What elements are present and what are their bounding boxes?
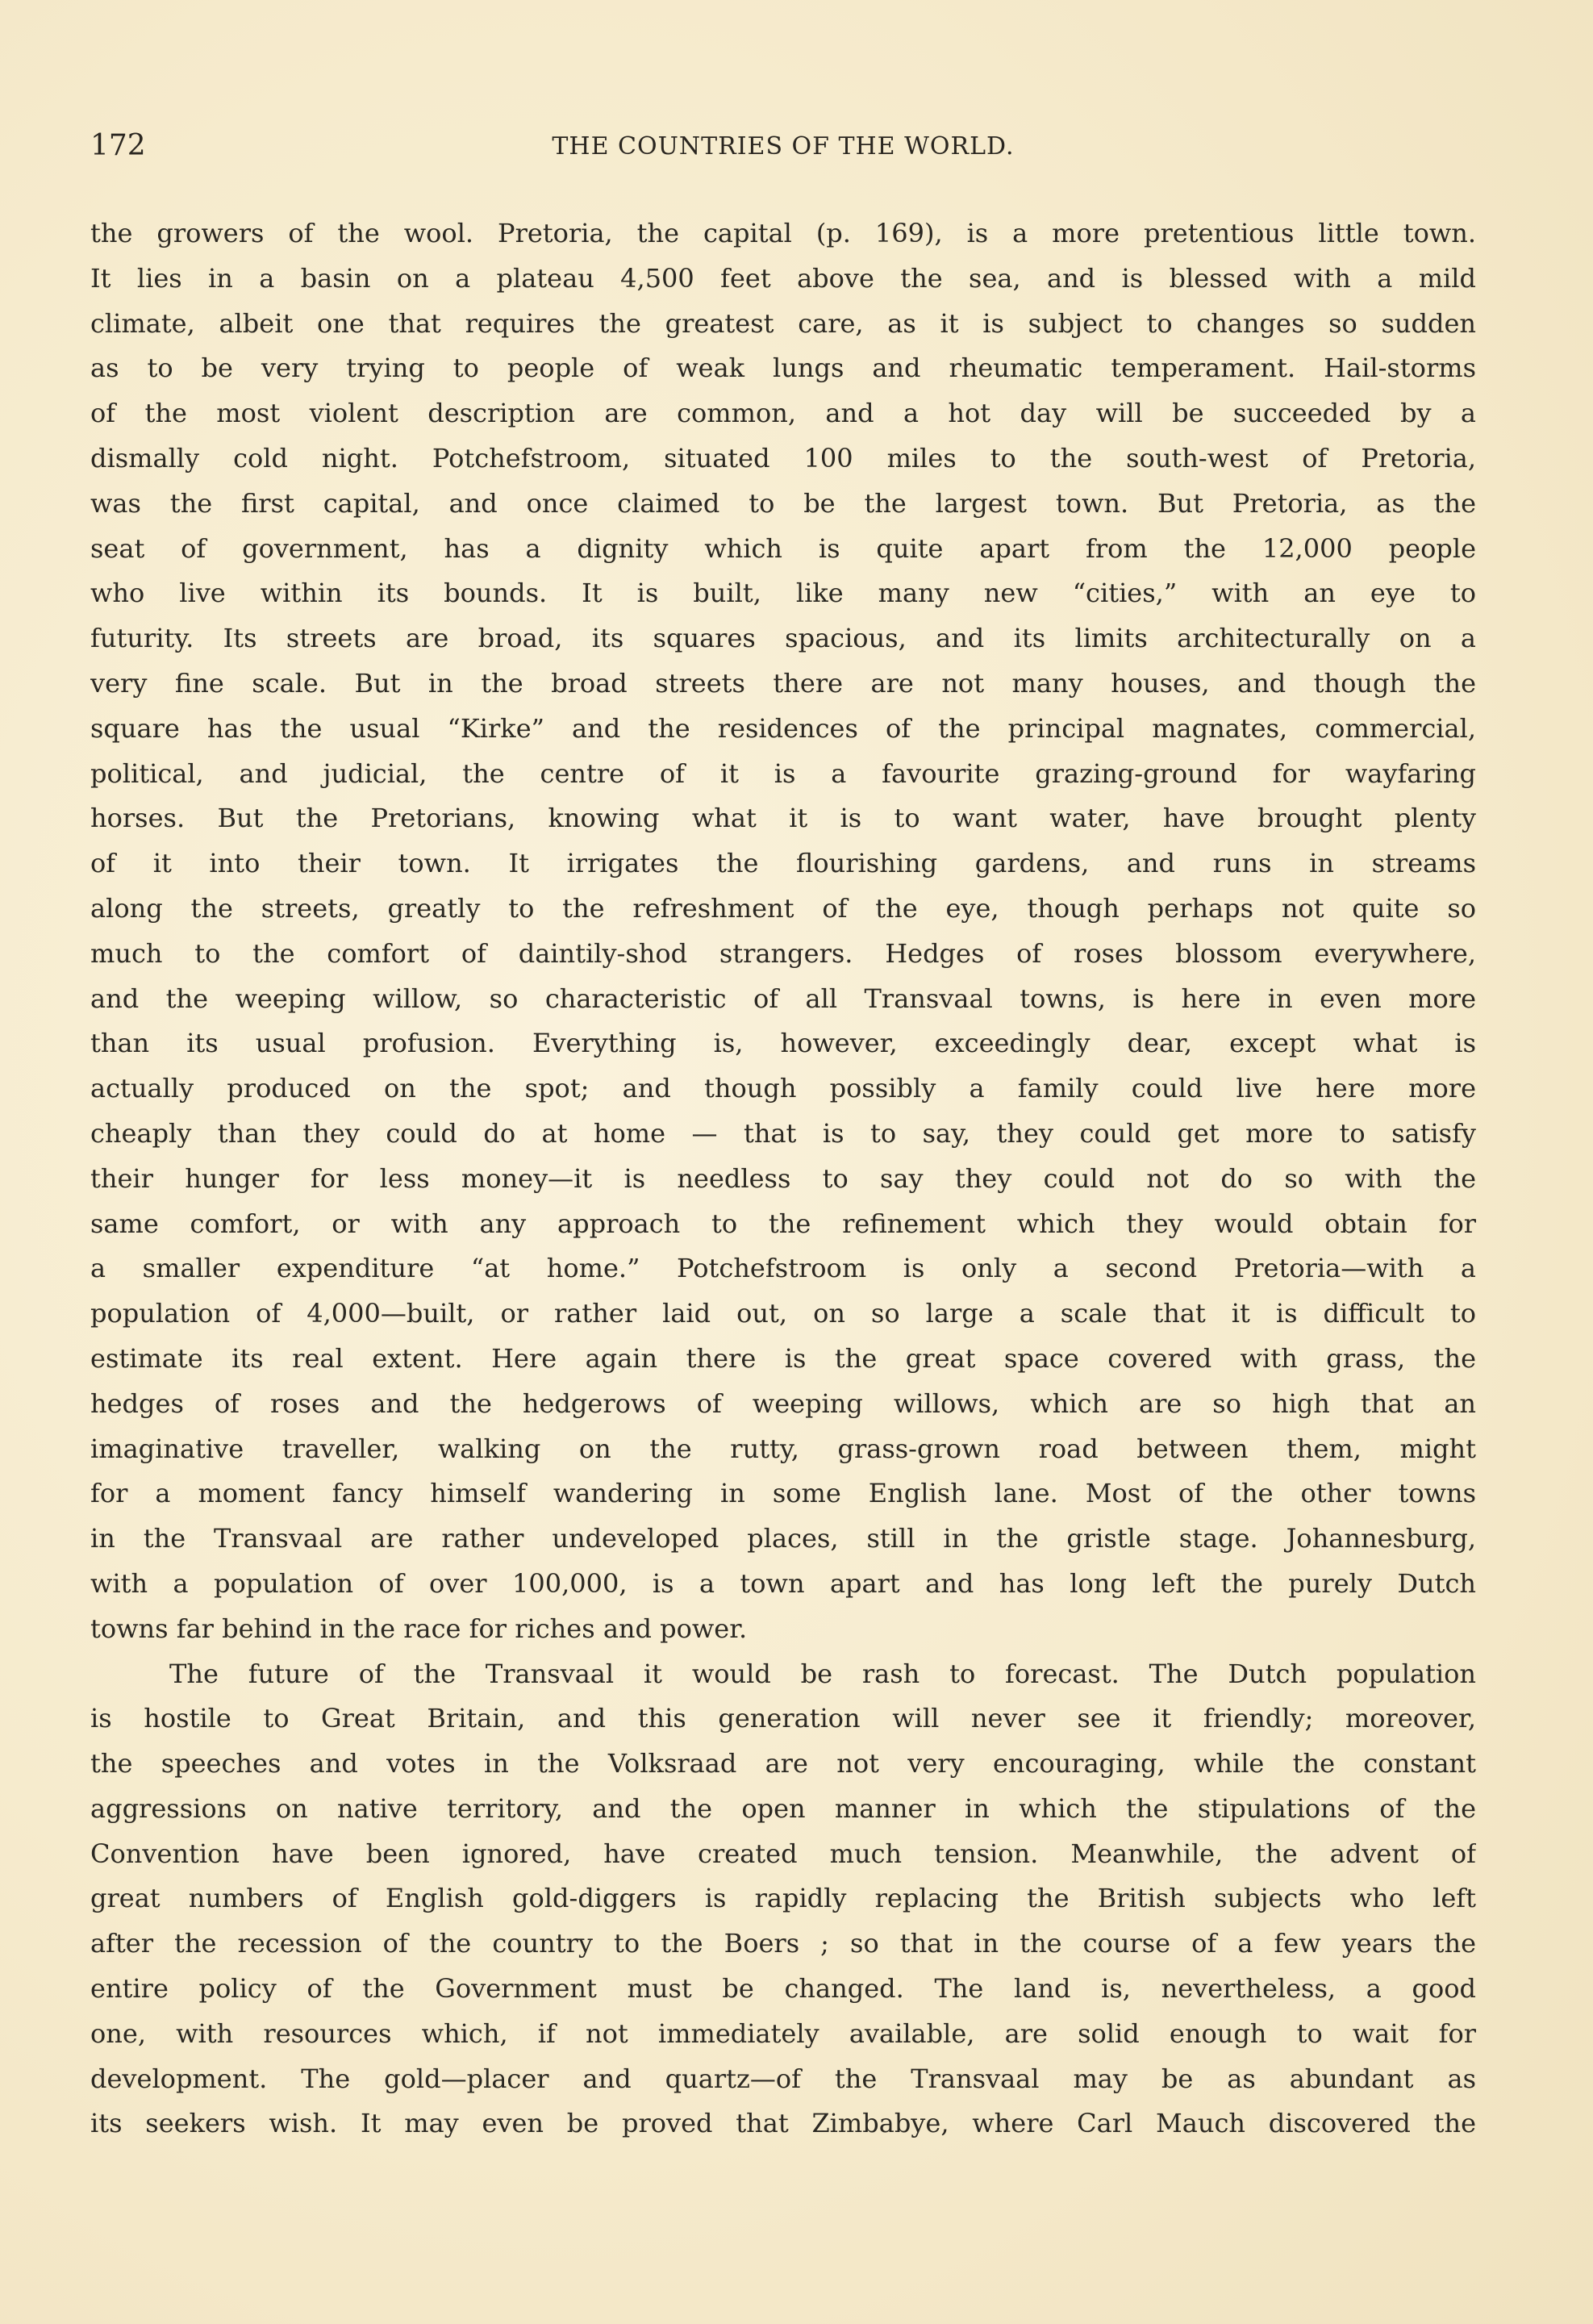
text-line: than its usual profusion. Everything is, however, exceedingly dear, except what is — [90, 1028, 1476, 1059]
text-line: cheaply than they could do at home — that is to say, they could get more to satisfy — [90, 1117, 1476, 1149]
text-line: in the Transvaal are rather undeveloped places, still in the gristle stage. Johannesburg, — [90, 1523, 1476, 1554]
text-line: much to the comfort of daintily-shod strangers. Hedges of roses blossom everywhere, — [90, 937, 1476, 969]
page-header — [90, 129, 1476, 174]
text-line: along the streets, greatly to the refreshment of the eye, though perhaps not quite so — [90, 892, 1476, 924]
text-line: is hostile to Great Britain, and this generation will never see it friendly; moreover, — [90, 1703, 1476, 1734]
text-line: for a moment fancy himself wandering in some English lane. Most of the other towns — [90, 1478, 1476, 1509]
text-line: horses. But the Pretorians, knowing what it is to want water, have brought plenty — [90, 803, 1476, 834]
text-line: and the weeping willow, so characteristic of all Transvaal towns, is here in even more — [90, 983, 1476, 1014]
text-line: towns far behind in the race for riches and power. — [90, 1613, 748, 1644]
text-line: their hunger for less money—it is needless to say they could not do so with the — [90, 1162, 1476, 1194]
text-line: dismally cold night. Potchefstroom, situated 100 miles to the south-west of Pretoria, — [90, 442, 1476, 474]
text-line: after the recession of the country to the Boers ; so that in the course of a few years the — [90, 1928, 1476, 1959]
text-line: the growers of the wool. Pretoria, the capital (p. 169), is a more pretentious little town. — [90, 218, 1476, 248]
text-line: same comfort, or with any approach to the refinement which they would obtain for — [90, 1208, 1476, 1239]
running-title: THE COUNTRIES OF THE WORLD. — [552, 132, 1015, 161]
text-line: actually produced on the spot; and though possibly a family could live here more — [90, 1073, 1476, 1104]
text-line: entire policy of the Government must be changed. The land is, nevertheless, a good — [90, 1973, 1476, 2005]
text-line: of it into their town. It irrigates the flourishing gardens, and runs in streams — [90, 848, 1476, 879]
text-line: It lies in a basin on a plateau 4,500 feet above the sea, and is blessed with a mild — [90, 262, 1476, 294]
paragraph — [90, 211, 1476, 1652]
text-line: estimate its real extent. Here again there is the great space covered with grass, the — [90, 1342, 1476, 1374]
text-line: very fine scale. But in the broad streets there are not many houses, and though the — [90, 667, 1476, 699]
text-line: the speeches and votes in the Volksraad are not very encouraging, while the constant — [90, 1748, 1476, 1780]
text-line: aggressions on native territory, and the open manner in which the stipulations of the — [90, 1792, 1476, 1824]
text-line: political, and judicial, the centre of it is a favourite grazing-ground for wayfaring — [90, 757, 1476, 789]
text-line: of the most violent description are common, and a hot day will be succeeded by a — [90, 398, 1476, 429]
text-line: Convention have been ignored, have created much tension. Meanwhile, the advent of — [90, 1838, 1476, 1869]
text-line: The future of the Transvaal it would be rash to forecast. The Dutch population — [169, 1658, 1476, 1689]
text-line: development. The gold—placer and quartz—of the Transvaal may be as abundant as — [90, 2063, 1476, 2094]
text-line: hedges of roses and the hedgerows of weeping willows, which are so high that an — [90, 1387, 1476, 1419]
text-line: futurity. Its streets are broad, its squares spacious, and its limits architecturally on a — [90, 623, 1476, 654]
text-line: with a population of over 100,000, is a town apart and has long left the purely Dutch — [90, 1567, 1476, 1599]
text-line: imaginative traveller, walking on the rutty, grass-grown road between them, might — [90, 1433, 1476, 1464]
text-line: was the first capital, and once claimed to be the largest town. But Pretoria, as the — [90, 487, 1476, 519]
text-line: population of 4,000—built, or rather laid out, on so large a scale that it is difficult to — [90, 1298, 1476, 1329]
text-line: square has the usual “Kirke” and the residences of the principal magnates, commercial, — [90, 712, 1476, 744]
page-number: 172 — [90, 129, 146, 162]
text-line: climate, albeit one that requires the greatest care, as it is subject to changes so sudden — [90, 307, 1476, 339]
body-text — [90, 211, 1476, 2147]
text-line: one, with resources which, if not immediately available, are solid enough to wait for — [90, 2017, 1476, 2049]
text-line: its seekers wish. It may even be proved that Zimbabye, where Carl Mauch discovered the — [90, 2108, 1476, 2139]
text-line: who live within its bounds. It is built, like many new “cities,” with an eye to — [90, 578, 1476, 609]
text-line: a smaller expenditure “at home.” Potchefstroom is only a second Pretoria—with a — [90, 1253, 1476, 1284]
text-line: as to be very trying to people of weak lungs and rheumatic temperament. Hail-storms — [90, 353, 1476, 384]
paragraph — [90, 1652, 1476, 2147]
text-line: seat of government, has a dignity which is quite apart from the 12,000 people — [90, 532, 1476, 564]
text-line: great numbers of English gold-diggers is rapidly replacing the British subjects who left — [90, 1883, 1476, 1914]
